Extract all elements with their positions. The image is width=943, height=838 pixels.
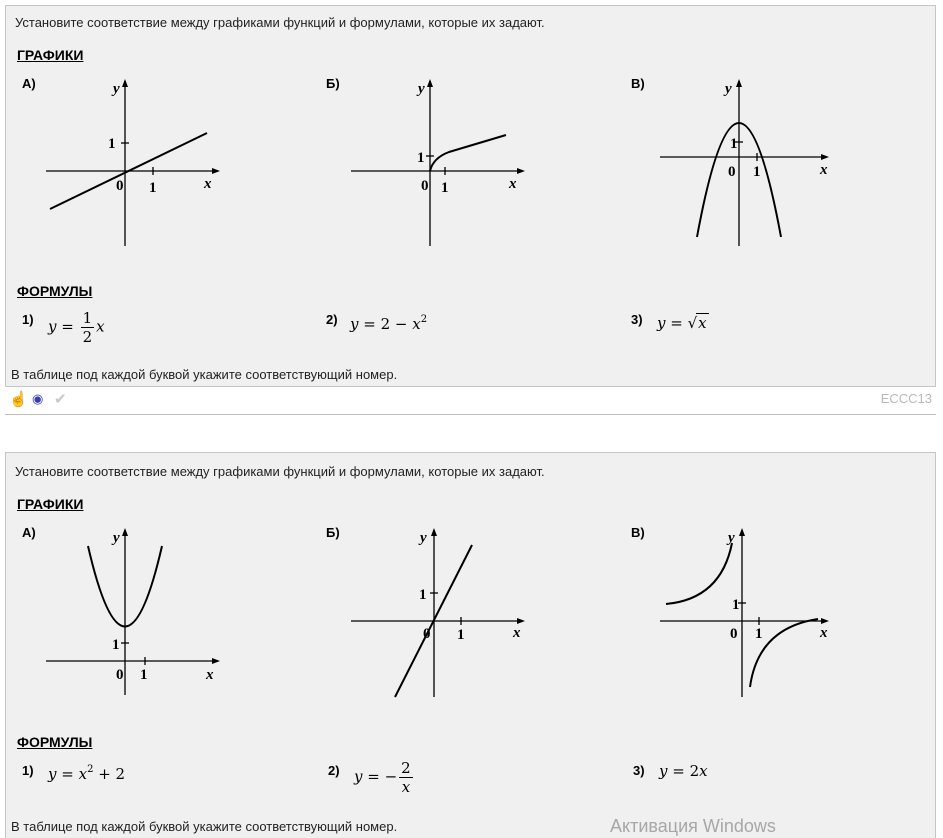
task-1-graph-c-label: В) <box>631 76 645 91</box>
task-code: ECCC13 <box>880 391 932 406</box>
svg-text:y: y <box>728 530 735 546</box>
task-1-panel <box>5 5 936 387</box>
task-1-formula-3-number: 3) <box>631 312 643 327</box>
task-1-formula-1-number: 1) <box>22 312 34 327</box>
task-2-formula-3-number: 3) <box>633 763 645 778</box>
task-1-graph-b <box>349 76 529 251</box>
y-unit-label: 1 <box>108 136 116 152</box>
svg-text:x: x <box>509 176 517 192</box>
y-axis-arrow <box>122 79 128 87</box>
task-2-formula-3: y = 2x <box>659 762 708 780</box>
task-2-graph-b-label: Б) <box>326 525 340 540</box>
task-2-graph-b <box>349 525 529 700</box>
svg-text:1: 1 <box>732 597 740 613</box>
task-2-graph-c <box>654 525 834 700</box>
svg-text:y: y <box>113 530 120 546</box>
task-2-formula-1-number: 1) <box>22 763 34 778</box>
task-2-graphs-heading: ГРАФИКИ <box>17 496 84 512</box>
svg-text:1: 1 <box>419 587 427 603</box>
svg-text:x: x <box>206 667 214 683</box>
task-1-graph-a <box>44 76 224 251</box>
svg-text:1: 1 <box>140 667 148 683</box>
task-2-graph-a-label: А) <box>22 525 36 540</box>
task-2-graph-c-label: В) <box>631 525 645 540</box>
svg-text:0: 0 <box>116 667 124 683</box>
svg-text:1: 1 <box>457 627 465 643</box>
x-axis-label: x <box>204 176 212 192</box>
task-1-formula-3: y = √x <box>657 314 707 332</box>
task-1-graphs-heading: ГРАФИКИ <box>17 47 84 63</box>
task-2-formula-2-number: 2) <box>328 763 340 778</box>
svg-text:0: 0 <box>423 626 431 642</box>
y-axis-label: y <box>113 81 120 97</box>
task-1-formula-1: y = $\frac{1}{2}$ x <box>48 309 105 346</box>
svg-text:0: 0 <box>730 626 738 642</box>
task-2-formula-1: $y = x^2 + 2$ <box>48 764 126 783</box>
task-2-graph-a <box>44 525 224 700</box>
svg-text:x: x <box>513 625 521 641</box>
svg-text:0: 0 <box>421 178 429 194</box>
svg-text:1: 1 <box>753 164 761 180</box>
svg-text:1: 1 <box>730 136 738 152</box>
origin-label: 0 <box>116 178 124 194</box>
svg-text:y: y <box>418 81 425 97</box>
task-1-graph-a-label: А) <box>22 76 36 91</box>
task-1-graph-c <box>654 76 834 251</box>
task-2-panel <box>5 452 936 838</box>
eye-icon[interactable]: ◉ <box>32 391 44 406</box>
windows-activation-watermark: Активация Windows <box>610 816 776 836</box>
svg-text:y: y <box>420 530 427 546</box>
svg-text:0: 0 <box>728 164 736 180</box>
task-1-formula-2-number: 2) <box>326 312 338 327</box>
task-1-graph-b-label: Б) <box>326 76 340 91</box>
hand-pointer-icon[interactable]: ☝ <box>9 391 28 408</box>
svg-text:y: y <box>725 81 732 97</box>
task-1-instruction: Установите соответствие между графиками функций и формулами, которые их задают. <box>15 15 545 30</box>
task-2-formulas-heading: ФОРМУЛЫ <box>17 734 93 750</box>
task-1-bottom-text: В таблице под каждой буквой укажите соответствующий номер. <box>11 367 398 382</box>
x-axis-arrow <box>212 168 220 174</box>
svg-text:1: 1 <box>112 637 120 653</box>
task-1-formula-2: $y = 2 - x^2$ <box>350 314 428 333</box>
svg-text:1: 1 <box>755 626 763 642</box>
svg-text:1: 1 <box>441 180 449 196</box>
divider <box>5 414 936 415</box>
task-2-bottom-text: В таблице под каждой буквой укажите соответствующий номер. <box>11 819 398 834</box>
task-1-toolbar <box>5 388 936 410</box>
task-1-formulas-heading: ФОРМУЛЫ <box>17 283 93 299</box>
task-2-instruction: Установите соответствие между графиками функций и формулами, которые их задают. <box>15 464 545 479</box>
svg-text:1: 1 <box>417 150 425 166</box>
task-2-formula-2: y = − $\frac{2}{x}$ <box>354 759 411 796</box>
svg-text:x: x <box>820 625 828 641</box>
x-unit-label: 1 <box>149 180 157 196</box>
svg-text:x: x <box>820 162 828 178</box>
checkmark-icon[interactable]: ✔ <box>54 391 67 408</box>
function-curve <box>430 135 506 171</box>
function-curve-left <box>666 543 732 604</box>
